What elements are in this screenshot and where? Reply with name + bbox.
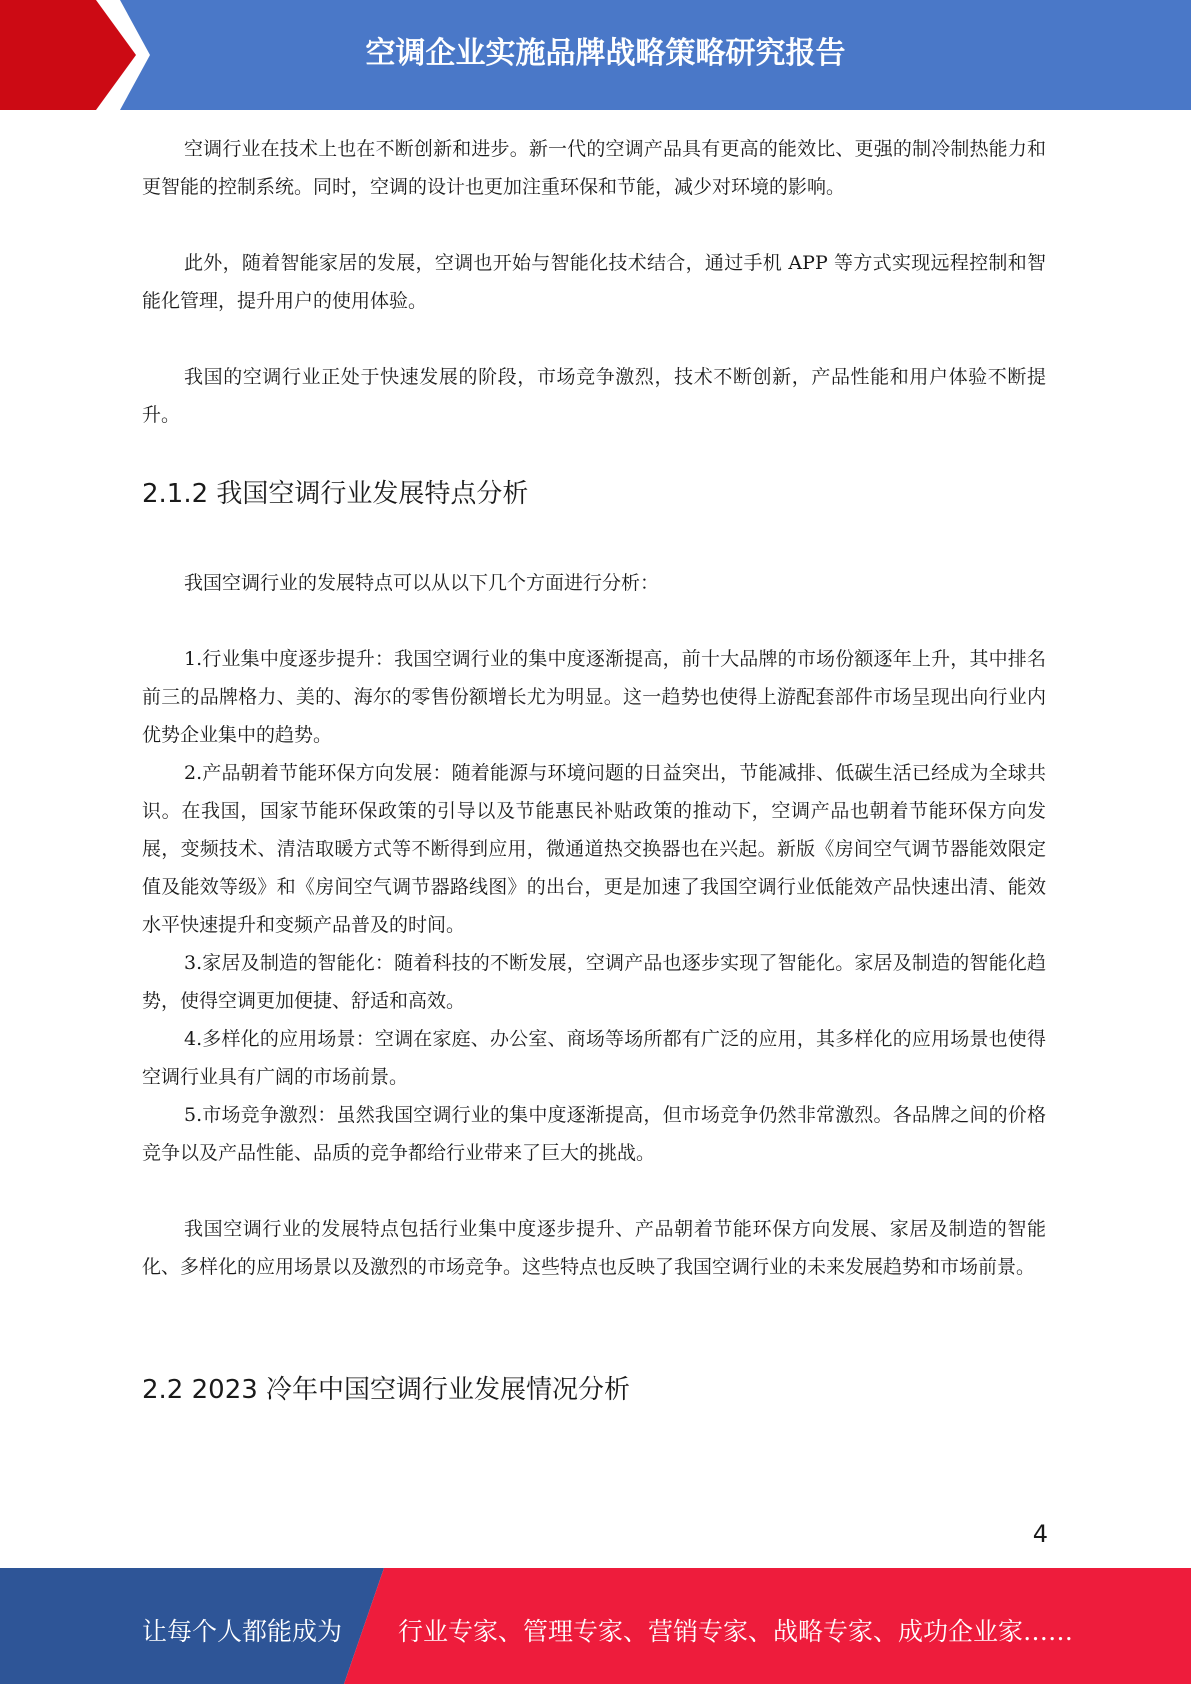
paragraph: 我国空调行业的发展特点包括行业集中度逐步提升、产品朝着节能环保方向发展、家居及制造的智能化、多样化的应用场景以及激烈的市场竞争。这些特点也反映了我国空调行业的未来发展趋势和市场前景。 <box>142 1218 1046 1278</box>
paragraph: 此外，随着智能家居的发展，空调也开始与智能化技术结合，通过手机 APP 等方式实现远程控制和智能化管理，提升用户的使用体验。 <box>142 252 1046 312</box>
section-heading: 2.2 2023 冷年中国空调行业发展情况分析 <box>142 1375 631 1405</box>
list-item: 5.市场竞争激烈：虽然我国空调行业的集中度逐渐提高，但市场竞争仍然非常激烈。各品牌之间的价格竞争以及产品性能、品质的竞争都给行业带来了巨大的挑战。 <box>142 1104 1046 1164</box>
list-item: 3.家居及制造的智能化：随着科技的不断发展，空调产品也逐步实现了智能化。家居及制造的智能化趋势，使得空调更加便捷、舒适和高效。 <box>142 952 1046 1012</box>
page-number: 4 <box>1032 1520 1048 1548</box>
report-title: 空调企业实施品牌战略策略研究报告 <box>365 36 846 71</box>
paragraph: 空调行业在技术上也在不断创新和进步。新一代的空调产品具有更高的能效比、更强的制冷制热能力和更智能的控制系统。同时，空调的设计也更加注重环保和节能，减少对环境的影响。 <box>142 138 1046 198</box>
paragraph: 我国的空调行业正处于快速发展的阶段，市场竞争激烈，技术不断创新，产品性能和用户体验不断提升。 <box>142 366 1046 426</box>
section-heading: 2.1.2 我国空调行业发展特点分析 <box>142 479 529 509</box>
paragraph: 我国空调行业的发展特点可以从以下几个方面进行分析： <box>184 572 660 594</box>
list-item: 2.产品朝着节能环保方向发展：随着能源与环境问题的日益突出，节能减排、低碳生活已经成为全球共识。在我国，国家节能环保政策的引导以及节能惠民补贴政策的推动下，空调产品也朝着节能环保方向发展，变频技术、清洁取暖方式等不断得到应用，微通道热交换器也在兴起。新版《房间空气调节器能效限定值及能效等级》和《房间空气调节器路线图》的出台，更是加速了我国空调行业低能效产品快速出清、能效水平快速提升和变频产品普及的时间。 <box>142 762 1046 936</box>
footer-slogan-left: 让每个人都能成为 <box>142 1617 343 1646</box>
list-item: 4.多样化的应用场景：空调在家庭、办公室、商场等场所都有广泛的应用，其多样化的应用场景也使得空调行业具有广阔的市场前景。 <box>142 1028 1046 1088</box>
list-item: 1.行业集中度逐步提升：我国空调行业的集中度逐渐提高，前十大品牌的市场份额逐年上升，其中排名前三的品牌格力、美的、海尔的零售份额增长尤为明显。这一趋势也使得上游配套部件市场呈现出向行业内优势企业集中的趋势。 <box>142 648 1046 746</box>
page-content <box>142 130 1046 1410</box>
footer-slogan-right: 行业专家、管理专家、营销专家、战略专家、成功企业家…… <box>398 1617 1074 1646</box>
footer-band <box>0 1568 1191 1684</box>
header-band <box>0 0 1191 110</box>
